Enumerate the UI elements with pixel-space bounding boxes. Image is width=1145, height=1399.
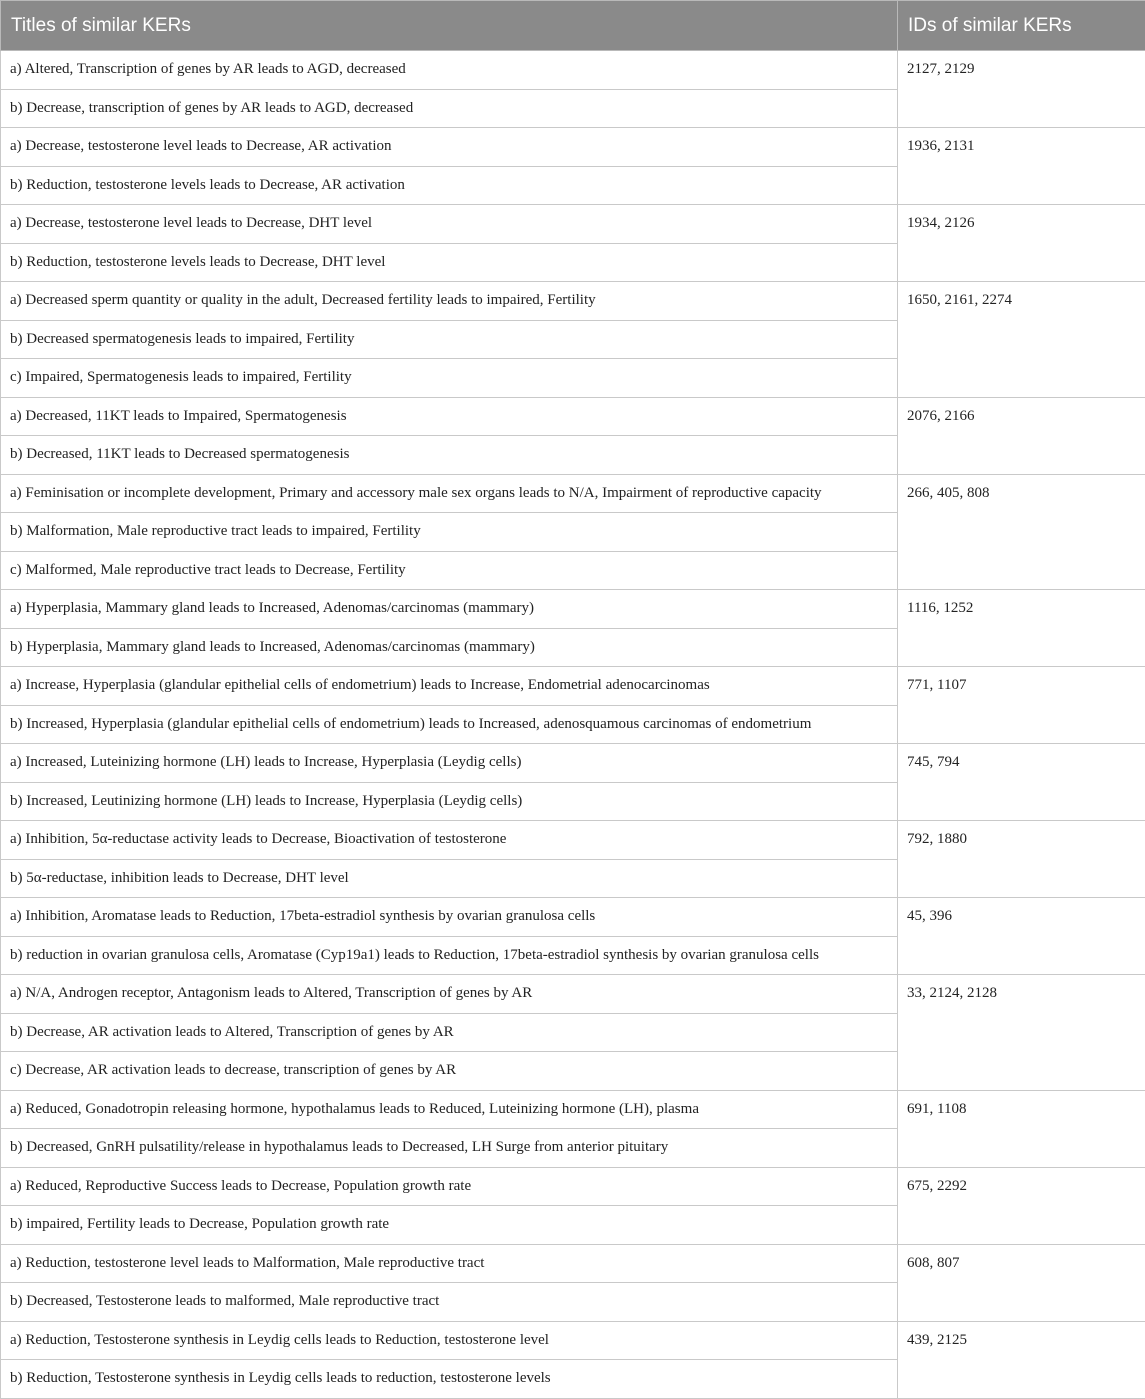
- ker-title-cell: b) Decreased, Testosterone leads to malformed, Male reproductive tract: [1, 1283, 898, 1322]
- table-row: [1, 51, 1145, 90]
- table-row: [1, 667, 1145, 706]
- ker-ids-cell: 1934, 2126: [898, 205, 1145, 282]
- table-row: [1, 397, 1145, 436]
- ker-title-cell: a) Altered, Transcription of genes by AR leads to AGD, decreased: [1, 51, 898, 90]
- ker-ids-cell: 1936, 2131: [898, 128, 1145, 205]
- ker-title-cell: a) N/A, Androgen receptor, Antagonism leads to Altered, Transcription of genes by AR: [1, 975, 898, 1014]
- ker-title-cell: b) reduction in ovarian granulosa cells, Aromatase (Cyp19a1) leads to Reduction, 17beta-estradiol synthesis by ovarian granulosa cells: [1, 936, 898, 975]
- table-row: [1, 821, 1145, 860]
- table-row: [1, 128, 1145, 167]
- ker-title-cell: a) Inhibition, Aromatase leads to Reduction, 17beta-estradiol synthesis by ovarian granulosa cells: [1, 898, 898, 937]
- ker-ids-cell: 771, 1107: [898, 667, 1145, 744]
- ker-title-cell: a) Reduction, testosterone level leads to Malformation, Male reproductive tract: [1, 1244, 898, 1283]
- header-titles: Titles of similar KERs: [1, 1, 898, 51]
- ker-title-cell: a) Increase, Hyperplasia (glandular epithelial cells of endometrium) leads to Increase, Endometrial adenocarcinomas: [1, 667, 898, 706]
- ker-title-cell: a) Decrease, testosterone level leads to Decrease, AR activation: [1, 128, 898, 167]
- ker-title-cell: b) Hyperplasia, Mammary gland leads to Increased, Adenomas/carcinomas (mammary): [1, 628, 898, 667]
- ker-title-cell: c) Impaired, Spermatogenesis leads to impaired, Fertility: [1, 359, 898, 398]
- ker-title-cell: b) Increased, Leutinizing hormone (LH) leads to Increase, Hyperplasia (Leydig cells): [1, 782, 898, 821]
- ker-title-cell: a) Reduced, Gonadotropin releasing hormone, hypothalamus leads to Reduced, Luteinizing hormone (LH), plasma: [1, 1090, 898, 1129]
- ker-ids-cell: 745, 794: [898, 744, 1145, 821]
- ker-ids-cell: 675, 2292: [898, 1167, 1145, 1244]
- ker-title-cell: b) Decreased, 11KT leads to Decreased spermatogenesis: [1, 436, 898, 475]
- ker-ids-cell: 1116, 1252: [898, 590, 1145, 667]
- ker-title-cell: b) Increased, Hyperplasia (glandular epithelial cells of endometrium) leads to Increased, adenosquamous carcinomas of endometrium: [1, 705, 898, 744]
- table-row: [1, 1321, 1145, 1360]
- table-row: [1, 898, 1145, 937]
- ker-title-cell: b) Decreased, GnRH pulsatility/release in hypothalamus leads to Decreased, LH Surge from anterior pituitary: [1, 1129, 898, 1168]
- ker-title-cell: b) Reduction, testosterone levels leads to Decrease, DHT level: [1, 243, 898, 282]
- ker-title-cell: b) Reduction, testosterone levels leads to Decrease, AR activation: [1, 166, 898, 205]
- ker-title-cell: b) Malformation, Male reproductive tract leads to impaired, Fertility: [1, 513, 898, 552]
- ker-ids-cell: 792, 1880: [898, 821, 1145, 898]
- table-row: [1, 744, 1145, 783]
- ker-ids-cell: 439, 2125: [898, 1321, 1145, 1398]
- ker-title-cell: a) Inhibition, 5α-reductase activity leads to Decrease, Bioactivation of testosterone: [1, 821, 898, 860]
- ker-title-cell: c) Malformed, Male reproductive tract leads to Decrease, Fertility: [1, 551, 898, 590]
- ker-title-cell: a) Decreased sperm quantity or quality in the adult, Decreased fertility leads to impaired, Fertility: [1, 282, 898, 321]
- ker-ids-cell: 2127, 2129: [898, 51, 1145, 128]
- ker-ids-cell: 1650, 2161, 2274: [898, 282, 1145, 398]
- header-ids: IDs of similar KERs: [898, 1, 1145, 51]
- table-row: [1, 1244, 1145, 1283]
- ker-ids-cell: 33, 2124, 2128: [898, 975, 1145, 1091]
- ker-title-cell: a) Hyperplasia, Mammary gland leads to Increased, Adenomas/carcinomas (mammary): [1, 590, 898, 629]
- ker-title-cell: a) Decreased, 11KT leads to Impaired, Spermatogenesis: [1, 397, 898, 436]
- ker-title-cell: a) Reduction, Testosterone synthesis in Leydig cells leads to Reduction, testosterone level: [1, 1321, 898, 1360]
- ker-ids-cell: 608, 807: [898, 1244, 1145, 1321]
- ker-title-cell: b) Decrease, AR activation leads to Altered, Transcription of genes by AR: [1, 1013, 898, 1052]
- ker-title-cell: b) impaired, Fertility leads to Decrease, Population growth rate: [1, 1206, 898, 1245]
- ker-title-cell: a) Increased, Luteinizing hormone (LH) leads to Increase, Hyperplasia (Leydig cells): [1, 744, 898, 783]
- table-row: [1, 474, 1145, 513]
- table-body: [1, 51, 1145, 1399]
- ker-title-cell: a) Reduced, Reproductive Success leads to Decrease, Population growth rate: [1, 1167, 898, 1206]
- header-row: [1, 1, 1145, 51]
- table-row: [1, 205, 1145, 244]
- ker-title-cell: b) Decrease, transcription of genes by AR leads to AGD, decreased: [1, 89, 898, 128]
- ker-ids-cell: 2076, 2166: [898, 397, 1145, 474]
- table-row: [1, 590, 1145, 629]
- ker-title-cell: a) Feminisation or incomplete development, Primary and accessory male sex organs leads to N/A, Impairment of reproductive capacity: [1, 474, 898, 513]
- table-row: [1, 975, 1145, 1014]
- table-row: [1, 282, 1145, 321]
- ker-ids-cell: 691, 1108: [898, 1090, 1145, 1167]
- ker-title-cell: a) Decrease, testosterone level leads to Decrease, DHT level: [1, 205, 898, 244]
- ker-title-cell: c) Decrease, AR activation leads to decrease, transcription of genes by AR: [1, 1052, 898, 1091]
- ker-title-cell: b) 5α-reductase, inhibition leads to Decrease, DHT level: [1, 859, 898, 898]
- ker-title-cell: b) Decreased spermatogenesis leads to impaired, Fertility: [1, 320, 898, 359]
- ker-title-cell: b) Reduction, Testosterone synthesis in Leydig cells leads to reduction, testosterone levels: [1, 1360, 898, 1399]
- table-row: [1, 1167, 1145, 1206]
- ker-ids-cell: 266, 405, 808: [898, 474, 1145, 590]
- table-row: [1, 1090, 1145, 1129]
- ker-ids-cell: 45, 396: [898, 898, 1145, 975]
